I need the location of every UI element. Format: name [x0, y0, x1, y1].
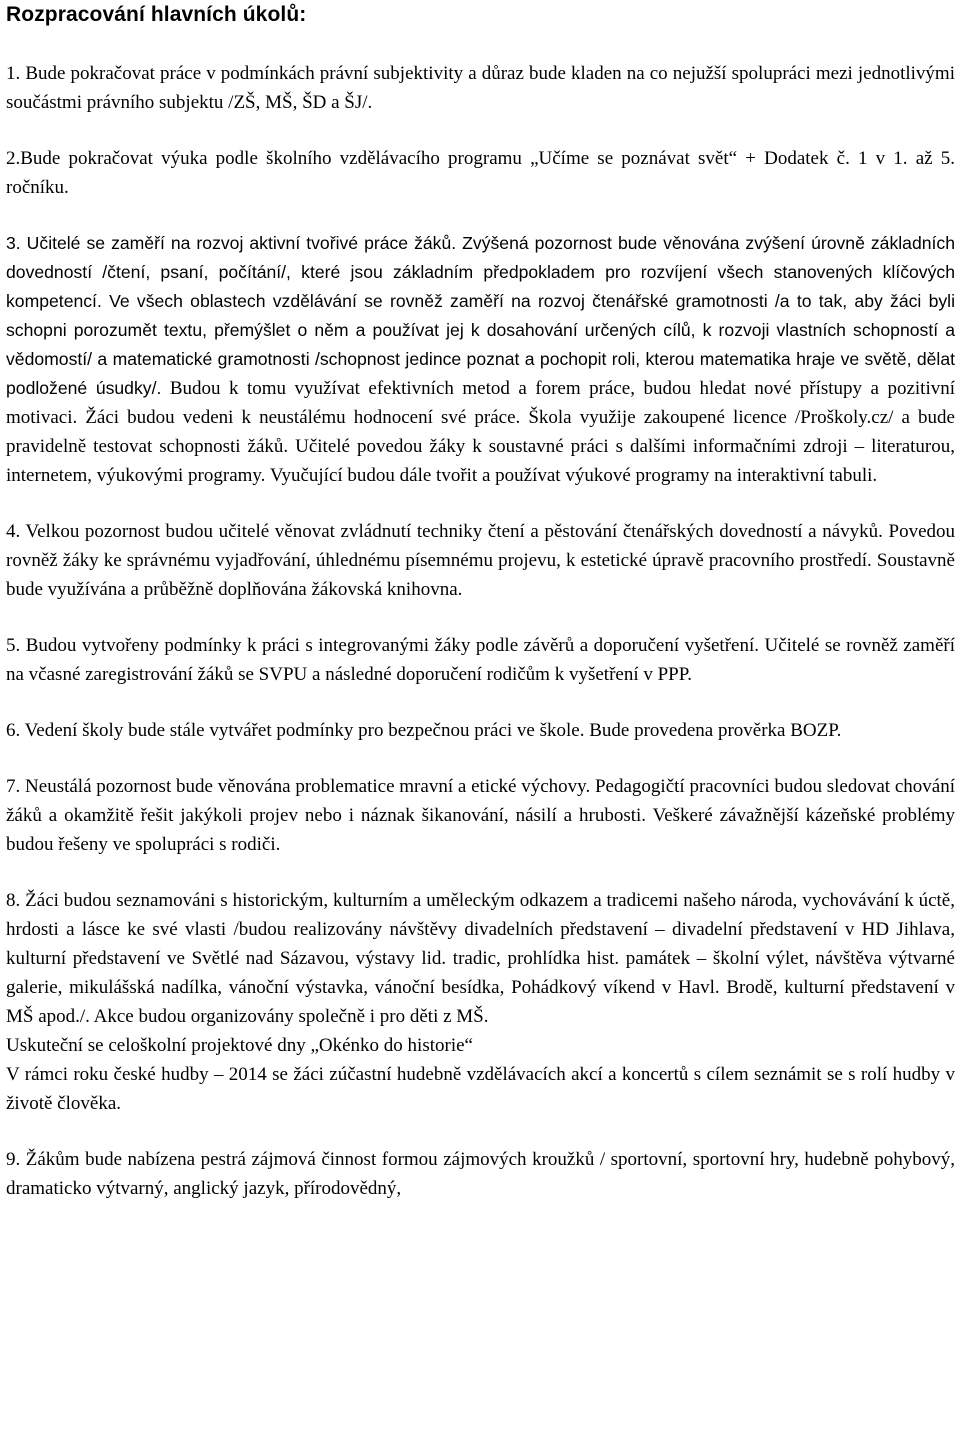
task-item-3-sans-part: 3. Učitelé se zaměří na rozvoj aktivní tvořivé práce žáků. Zvýšená pozornost bude věnována zvýšení úrovně základních dovedností /čtení, psaní, počítání/, které jsou základním předpokladem pro rozvíjení všech stanovených klíčových kompetencí. Ve všech oblastech vzdělávání se rovněž zaměří na rozvoj čtenářské gramotnosti /a to tak, aby žáci byli schopni porozumět textu, přemýšlet o něm a používat jej k dosahování určených cílů, k rozvoji vlastních schopností a vědomostí/ a matematické gramotnosti /schopnost jedince poznat a pochopit roli, kterou matematika hraje ve světě, dělat podložené úsudky/. — [6, 233, 955, 398]
spacer — [6, 689, 955, 716]
document-page — [6, 0, 955, 1203]
task-item-2: 2.Bude pokračovat výuka podle školního vzdělávacího programu „Učíme se poznávat svět“ + Dodatek č. 1 v 1. až 5. ročníku. — [6, 148, 955, 198]
task-item-8-music-year: V rámci roku české hudby – 2014 se žáci zúčastní hudebně vzdělávacích akcí a koncertů s cílem seznámit se s rolí hudby v životě člověka. — [6, 1064, 955, 1114]
task-item-6: 6. Vedení školy bude stále vytvářet podmínky pro bezpečnou práci ve škole. Bude provedena prověrka BOZP. — [6, 720, 842, 741]
task-item-8-project-days: Uskuteční se celoškolní projektové dny „Okénko do historie“ — [6, 1035, 473, 1056]
task-item-4: 4. Velkou pozornost budou učitelé věnovat zvládnutí techniky čtení a pěstování čtenářských dovedností a návyků. Povedou rovněž žáky ke správnému vyjadřování, úhlednému písemnému projevu, k estetické úpravě pracovního prostředí. Soustavně bude využívána a průběžně doplňována žákovská knihovna. — [6, 521, 955, 600]
spacer — [6, 745, 955, 772]
spacer — [6, 117, 955, 144]
task-item-1: 1. Bude pokračovat práce v podmínkách právní subjektivity a důraz bude kladen na co nejužší spolupráci mezi jednotlivými součástmi právního subjektu /ZŠ, MŠ, ŠD a ŠJ/. — [6, 63, 955, 113]
task-item-7: 7. Neustálá pozornost bude věnována problematice mravní a etické výchovy. Pedagogičtí pracovníci budou sledovat chování žáků a okamžitě řešit jakýkoli projev nebo i náznak šikanování, násilí a hrubosti. Veškeré závažnější kázeňské problémy budou řešeny ve spolupráci s rodiči. — [6, 776, 955, 855]
task-item-9: 9. Žákům bude nabízena pestrá zájmová činnost formou zájmových kroužků / sportovní, sportovní hry, hudebně pohybový, dramaticko výtvarný, anglický jazyk, přírodovědný, — [6, 1149, 955, 1199]
spacer — [6, 859, 955, 886]
page-title: Rozpracování hlavních úkolů: — [6, 3, 307, 26]
spacer — [6, 490, 955, 517]
task-item-5: 5. Budou vytvořeny podmínky k práci s integrovanými žáky podle závěrů a doporučení vyšetření. Učitelé se rovněž zaměří na včasné zaregistrování žáků se SVPU a následné doporučení rodičům k vyšetření v PPP. — [6, 635, 955, 685]
spacer — [6, 1118, 955, 1145]
task-item-3 — [6, 229, 955, 490]
task-item-3-serif-part: Budou k tomu využívat efektivních metod a forem práce, budou hledat nové přístupy a pozitivní motivaci. Žáci budou vedeni k neustálému hodnocení své práce. Škola využije zakoupené licence /Proškoly.cz/ a bude pravidelně testovat schopnosti žáků. Učitelé povedou žáky k soustavné práci s dalšími informačními zdroji – literaturou, internetem, výukovými programy. Vyučující budou dále tvořit a používat výukové programy na interaktivní tabuli. — [6, 378, 955, 486]
task-item-8: 8. Žáci budou seznamováni s historickým, kulturním a uměleckým odkazem a tradicemi našeho národa, vychovávání k úctě, hrdosti a lásce ke své vlasti /budou realizovány návštěvy divadelních představení – divadelní představení v HD Jihlava, kulturní představení ve Světlé nad Sázavou, výstavy lid. tradic, prohlídka hist. památek – školní výlet, návštěva výtvarné galerie, mikulášská nadílka, vánoční výstavka, vánoční besídka, Pohádkový víkend v Havl. Brodě, kulturní představení v MŠ apod./. Akce budou organizovány společně i pro děti z MŠ. — [6, 890, 955, 1027]
spacer — [6, 604, 955, 631]
spacer — [6, 202, 955, 229]
